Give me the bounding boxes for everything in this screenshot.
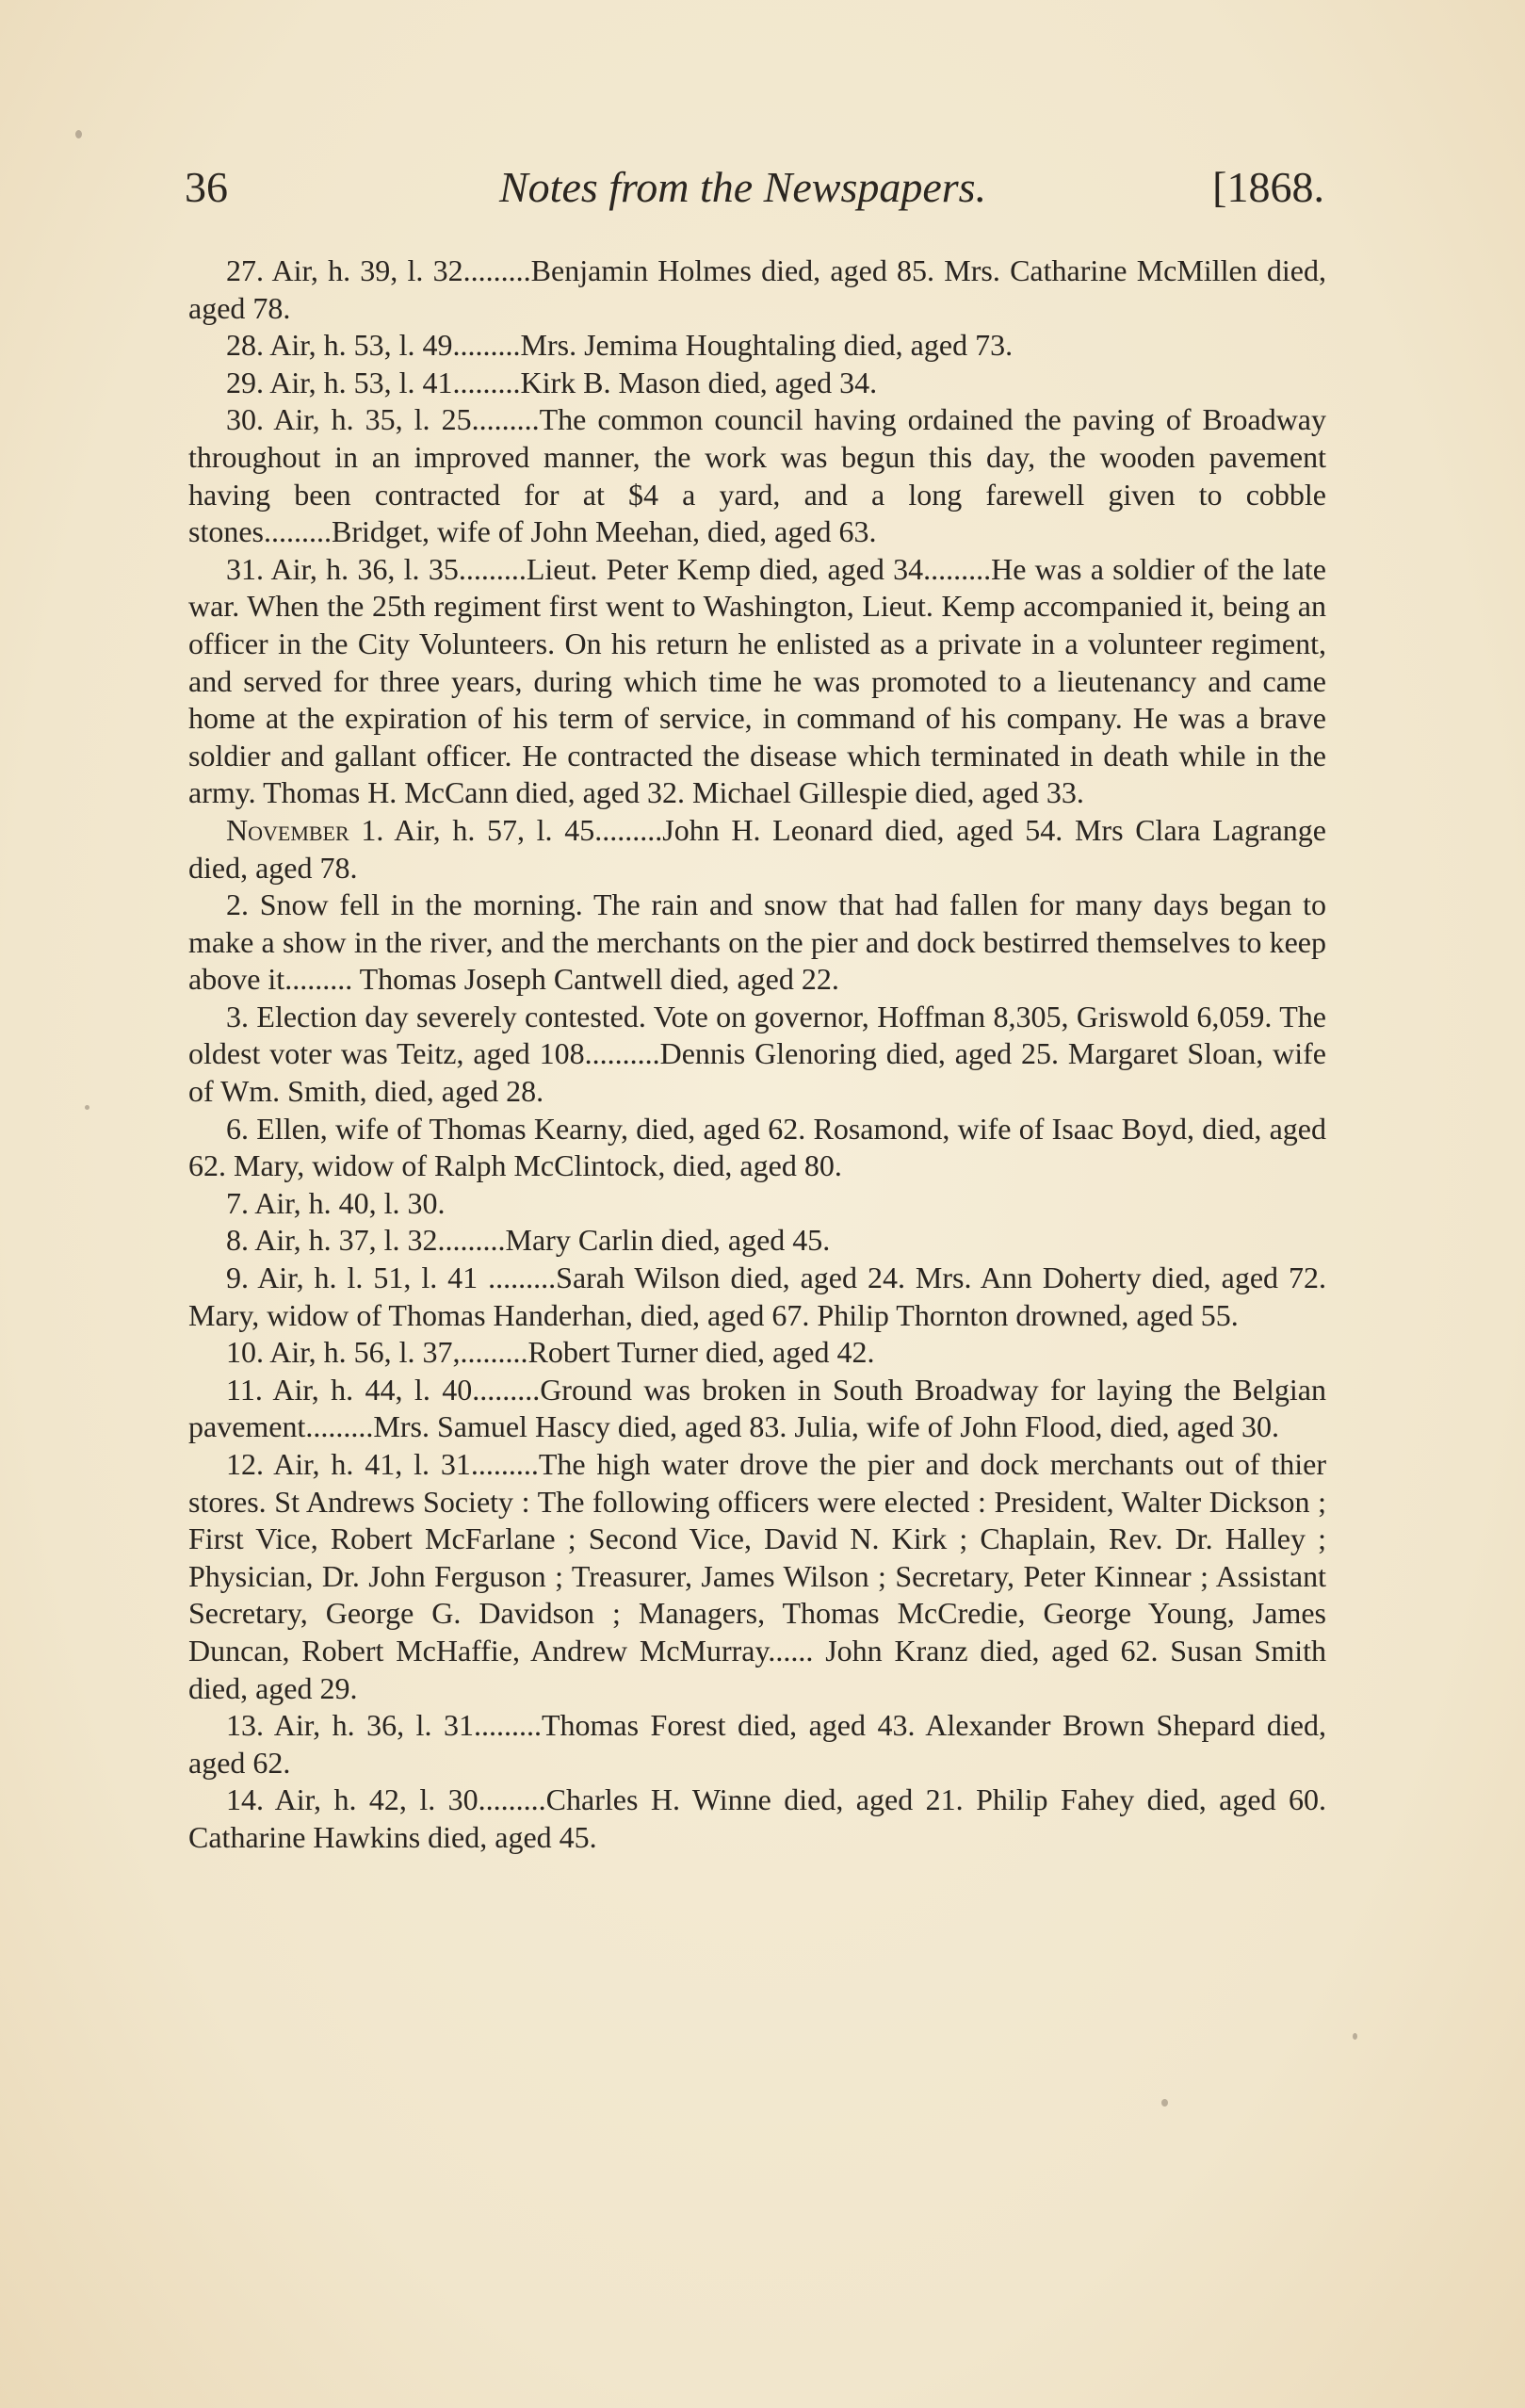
entry-paragraph: 6. Ellen, wife of Thomas Kearny, died, aged 62. Rosamond, wife of Isaac Boyd, died, aged 62. Mary, widow of Ralph McClintock, died, aged 80. (188, 1111, 1326, 1183)
entry-paragraph: 28. Air, h. 53, l. 49.........Mrs. Jemima Houghtaling died, aged 73. (226, 328, 1014, 363)
entry-text: 1. Air, h. 57, l. 45.........John H. Leonard died, aged 54. Mrs Clara Lagrange died, aged 78. (188, 812, 1326, 885)
month-heading: November (226, 812, 349, 847)
page-body (188, 252, 1326, 1857)
entry-paragraph: 29. Air, h. 53, l. 41.........Kirk B. Mason died, aged 34. (226, 365, 878, 399)
page-number: 36 (185, 163, 228, 211)
entry-paragraph: 7. Air, h. 40, l. 30. (226, 1185, 446, 1220)
entry-paragraph: 10. Air, h. 56, l. 37,.........Robert Turner died, aged 42. (226, 1335, 875, 1370)
running-title: Notes from the Newspapers. (499, 163, 987, 211)
ink-speck (1353, 2033, 1357, 2040)
entry-paragraph: 31. Air, h. 36, l. 35.........Lieut. Peter Kemp died, aged 34.........He was a soldier of the late war. When the 25th regiment first went to Washington, Lieut. Kemp accompanied it, being an officer in the City Volunteers. On his return he enlisted as a private in a volunteer regiment, and served for three years, during which time he was promoted to a lieutenancy and came home at the expiration of his term of service, in command of his company. He was a brave soldier and gallant officer. He contracted the disease which terminated in death while in the army. Thomas H. McCann died, aged 32. Michael Gillespie died, aged 33. (188, 551, 1326, 810)
ink-speck (75, 130, 82, 138)
header-year: [1868. (1212, 163, 1324, 211)
entry-paragraph: 9. Air, h. l. 51, l. 41 .........Sarah Wilson died, aged 24. Mrs. Ann Doherty died, aged 72. Mary, widow of Thomas Handerhan, died, aged 67. Philip Thornton drowned, aged 55. (188, 1261, 1326, 1332)
ink-speck (85, 1105, 89, 1110)
running-header (185, 162, 1324, 219)
entry-paragraph: 3. Election day severely contested. Vote on governor, Hoffman 8,305, Griswold 6,059. The oldest voter was Teitz, aged 108..........Dennis Glenoring died, aged 25. Margaret Sloan, wife of Wm. Smith, died, aged 28. (188, 999, 1326, 1109)
ink-speck (1161, 2099, 1168, 2107)
entry-paragraph: 12. Air, h. 41, l. 31.........The high water drove the pier and dock merchants out of thier stores. St Andrews Society : The following officers were elected : President, Walter Dickson ; First Vice, Robert McFarlane ; Second Vice, David N. Kirk ; Chaplain, Rev. Dr. Halley ; Physician, Dr. John Ferguson ; Treasurer, James Wilson ; Secretary, Peter Kinnear ; Assistant Secretary, George G. Davidson ; Managers, Thomas McCredie, George Young, James Duncan, Robert McHaffie, Andrew McMurray...... John Kranz died, aged 62. Susan Smith died, aged 29. (188, 1447, 1326, 1705)
entry-paragraph: 27. Air, h. 39, l. 32.........Benjamin Holmes died, aged 85. Mrs. Catharine McMillen died, aged 78. (188, 253, 1326, 325)
entry-paragraph: 2. Snow fell in the morning. The rain and snow that had fallen for many days began to make a show in the river, and the merchants on the pier and dock bestirred themselves to keep above it......... Thomas Joseph Cantwell died, aged 22. (188, 887, 1326, 997)
entry-paragraph: 11. Air, h. 44, l. 40.........Ground was broken in South Broadway for laying the Belgian pavement.........Mrs. Samuel Hascy died, aged 83. Julia, wife of John Flood, died, aged 30. (188, 1372, 1326, 1444)
entry-paragraph: 14. Air, h. 42, l. 30.........Charles H. Winne died, aged 21. Philip Fahey died, aged 60. Catharine Hawkins died, aged 45. (188, 1782, 1326, 1854)
entry-paragraph: 8. Air, h. 37, l. 32.........Mary Carlin died, aged 45. (226, 1223, 831, 1258)
entry-paragraph: 13. Air, h. 36, l. 31.........Thomas Forest died, aged 43. Alexander Brown Shepard died, aged 62. (188, 1708, 1326, 1780)
entry-paragraph: 30. Air, h. 35, l. 25.........The common council having ordained the paving of Broadway throughout in an improved manner, the work was begun this day, the wooden pavement having been contracted for at $4 a yard, and a long farewell given to cobble stones.........Bridget, wife of John Meehan, died, aged 63. (188, 402, 1326, 549)
entry-paragraph-november (188, 812, 1326, 887)
